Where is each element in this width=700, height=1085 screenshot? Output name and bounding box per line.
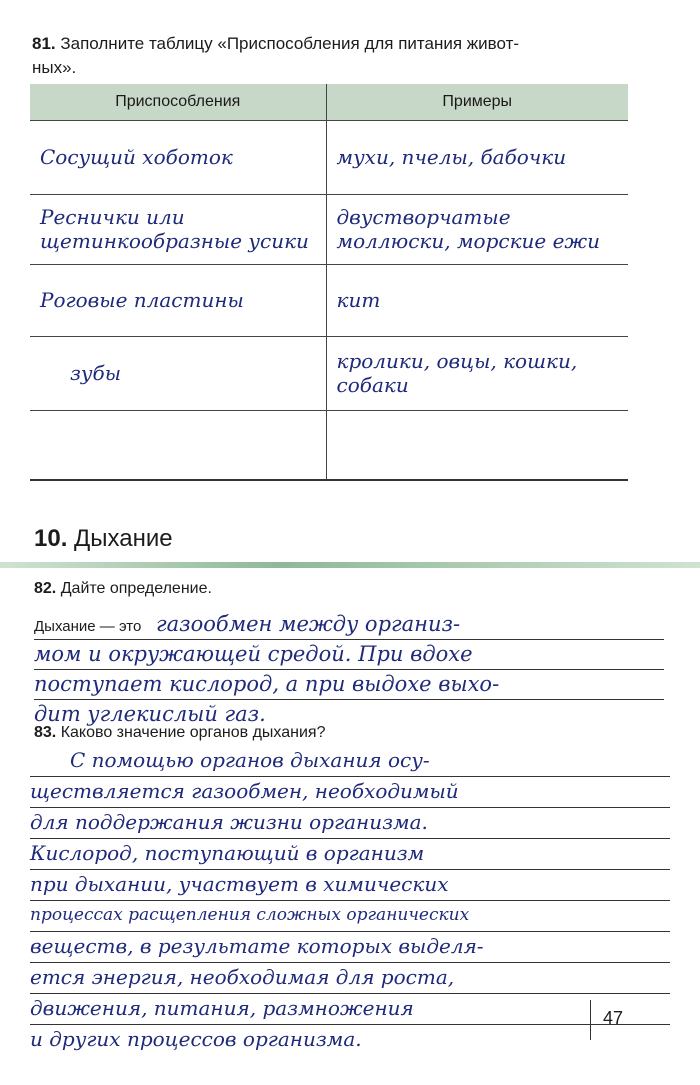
task-number: 83.: [34, 724, 57, 741]
task-text: Заполните таблицу «Приспособления для питания живот-: [60, 34, 520, 53]
answer-line: для поддержания жизни организма.: [30, 808, 670, 839]
respiration-answer: [30, 746, 670, 1056]
task-81-prompt: [32, 32, 632, 80]
table-cell-adaptation: Реснички или щетинкообразные усики: [30, 194, 326, 264]
table-row: [30, 120, 628, 194]
table-cell-adaptation: Роговые пластины: [30, 264, 326, 336]
section-divider: [0, 562, 700, 568]
task-83-prompt: [34, 722, 325, 744]
definition-answer: [34, 610, 664, 730]
table-cell-example: двустворчатые моллюски, морские ежи: [326, 194, 628, 264]
table-cell-example: кит: [326, 264, 628, 336]
answer-line: и других процессов организма.: [30, 1027, 362, 1051]
handwritten-text: газообмен между организ-: [156, 612, 461, 636]
table-cell-example: мухи, пчелы, бабочки: [326, 120, 628, 194]
task-number: 82.: [34, 580, 57, 597]
task-number: 81.: [32, 34, 56, 53]
table-cell-example: кролики, овцы, кошки, собаки: [326, 336, 628, 410]
answer-line: С помощью органов дыхания осу-: [30, 746, 670, 777]
table-cell-adaptation: зубы: [30, 336, 326, 410]
column-header-examples: Примеры: [326, 84, 628, 120]
section-heading: [34, 524, 173, 554]
answer-line: веществ, в результате которых выделя-: [30, 932, 670, 963]
answer-line: мом и окружающей средой. При вдохе: [34, 640, 664, 670]
answer-line: ществляется газообмен, необходимый: [30, 777, 670, 808]
task-text: Каково значение органов дыхания?: [60, 724, 326, 741]
answer-line: движения, питания, размножения: [30, 994, 670, 1025]
answer-line: дит углекислый газ.: [34, 702, 266, 726]
table-row: [30, 264, 628, 336]
definition-prefix: Дыхание — это: [34, 618, 142, 635]
task-82-prompt: [34, 578, 212, 600]
table-row: [30, 194, 628, 264]
answer-line: [34, 610, 664, 640]
section-title: Дыхание: [74, 525, 173, 552]
answer-line: ется энергия, необходимая для роста,: [30, 963, 670, 994]
table-header-row: [30, 84, 628, 120]
answer-line: поступает кислород, а при выдохе выхо-: [34, 670, 664, 700]
answer-line: процессах расщепления сложных органических: [30, 901, 670, 932]
column-header-adaptations: Приспособления: [30, 84, 326, 120]
table-row: [30, 410, 628, 480]
answer-line: Кислород, поступающий в организм: [30, 839, 670, 870]
table-cell-adaptation: Сосущий хоботок: [30, 120, 326, 194]
answer-line: при дыхании, участвует в химических: [30, 870, 670, 901]
task-text-continuation: ных».: [32, 58, 77, 77]
section-number: 10.: [34, 525, 68, 552]
adaptations-table: [30, 84, 628, 481]
task-text: Дайте определение.: [60, 580, 212, 597]
table-cell-example: [326, 410, 628, 480]
table-cell-adaptation: [30, 410, 326, 480]
table-row: [30, 336, 628, 410]
page-number: 47: [590, 1000, 660, 1040]
